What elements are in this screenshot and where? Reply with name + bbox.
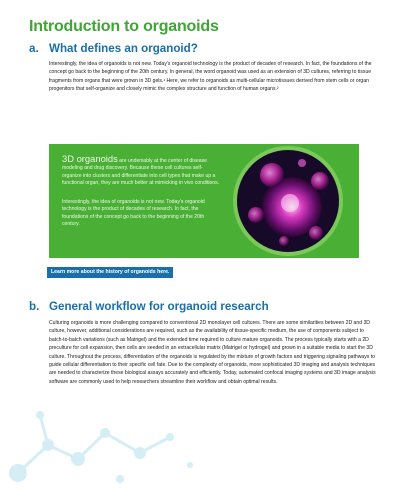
banner-lead-rest: are undeniably at the center of disease modeling and drug discovery. Because these cell cultures self-organize into clusters and differentiate into cell types that make up a functional organ, they are much better at mimicking in vivo conditions. [62, 158, 220, 187]
section-a-letter: a. [29, 42, 39, 55]
section-a-paragraph: Interestingly, the idea of organoids is not new. Today’s organoid technology is the product of decades of research. In fact, the foundations of the concept go back to the beginning of the 20th century. In general, the word organoid was used as an extension of 3D cultures, referring to tissue fragments from organs that were grown in 3D gels.¹ Here, we refer to organoids as multi-cellular microtissues derived from stem cells or organ progenitors that self-organize and closely mimic the complex structure and function of human organs.² [49, 61, 372, 93]
banner-lead: 3D organoids [62, 153, 118, 164]
section-b-letter: b. [29, 300, 40, 313]
page-title: Introduction to organoids [29, 18, 219, 35]
banner-paragraph: Interestingly, the idea of organoids is not new. Today’s organoid technology is the product of decades of research. In fact, the foundations of the concept go back to the beginning of the 20th century. [62, 199, 205, 228]
section-b-paragraph: Culturing organoids is more challenging compared to conventional 2D monolayer cell cultures. There are some similarities between 2D and 3D culture, however, additional considerations are required, such as the availability of tissue-specific medium, the use of components subject to batch-to-batch variations (such as Matrigel) and the extended time required to culture mature organoids. The process typically starts with a 2D preculture for cell expansion, then cells are seeded in an extracellular matrix (Matrigel or hydrogel) and grown in a suitable media to start the 3D culture. Throughout the process, differentiation of the organoids is regulated by the mixture of growth factors and triggering signaling pathways to guide cellular differentiation to their specific cell fate. Due to the complexity of organoids, more sophisticated 3D imaging and analysis techniques are needed to characterize these biological assays accurately and efficiently. Today, automated confocal imaging systems and 3D image analysis software are commonly used to help researchers streamline their workflow and obtain optimal results. [49, 320, 376, 385]
history-link-button[interactable]: Learn more about the history of organoids here. [47, 267, 173, 278]
banner-intro [62, 155, 222, 188]
section-a-heading [29, 42, 198, 55]
section-a-title: What defines an organoid? [49, 42, 198, 55]
organoid-microscopy-photo [232, 145, 344, 257]
molecule-decoration-icon [0, 395, 210, 490]
section-b-heading [29, 300, 269, 313]
section-b-title: General workflow for organoid research [49, 300, 269, 313]
info-banner [49, 144, 359, 258]
